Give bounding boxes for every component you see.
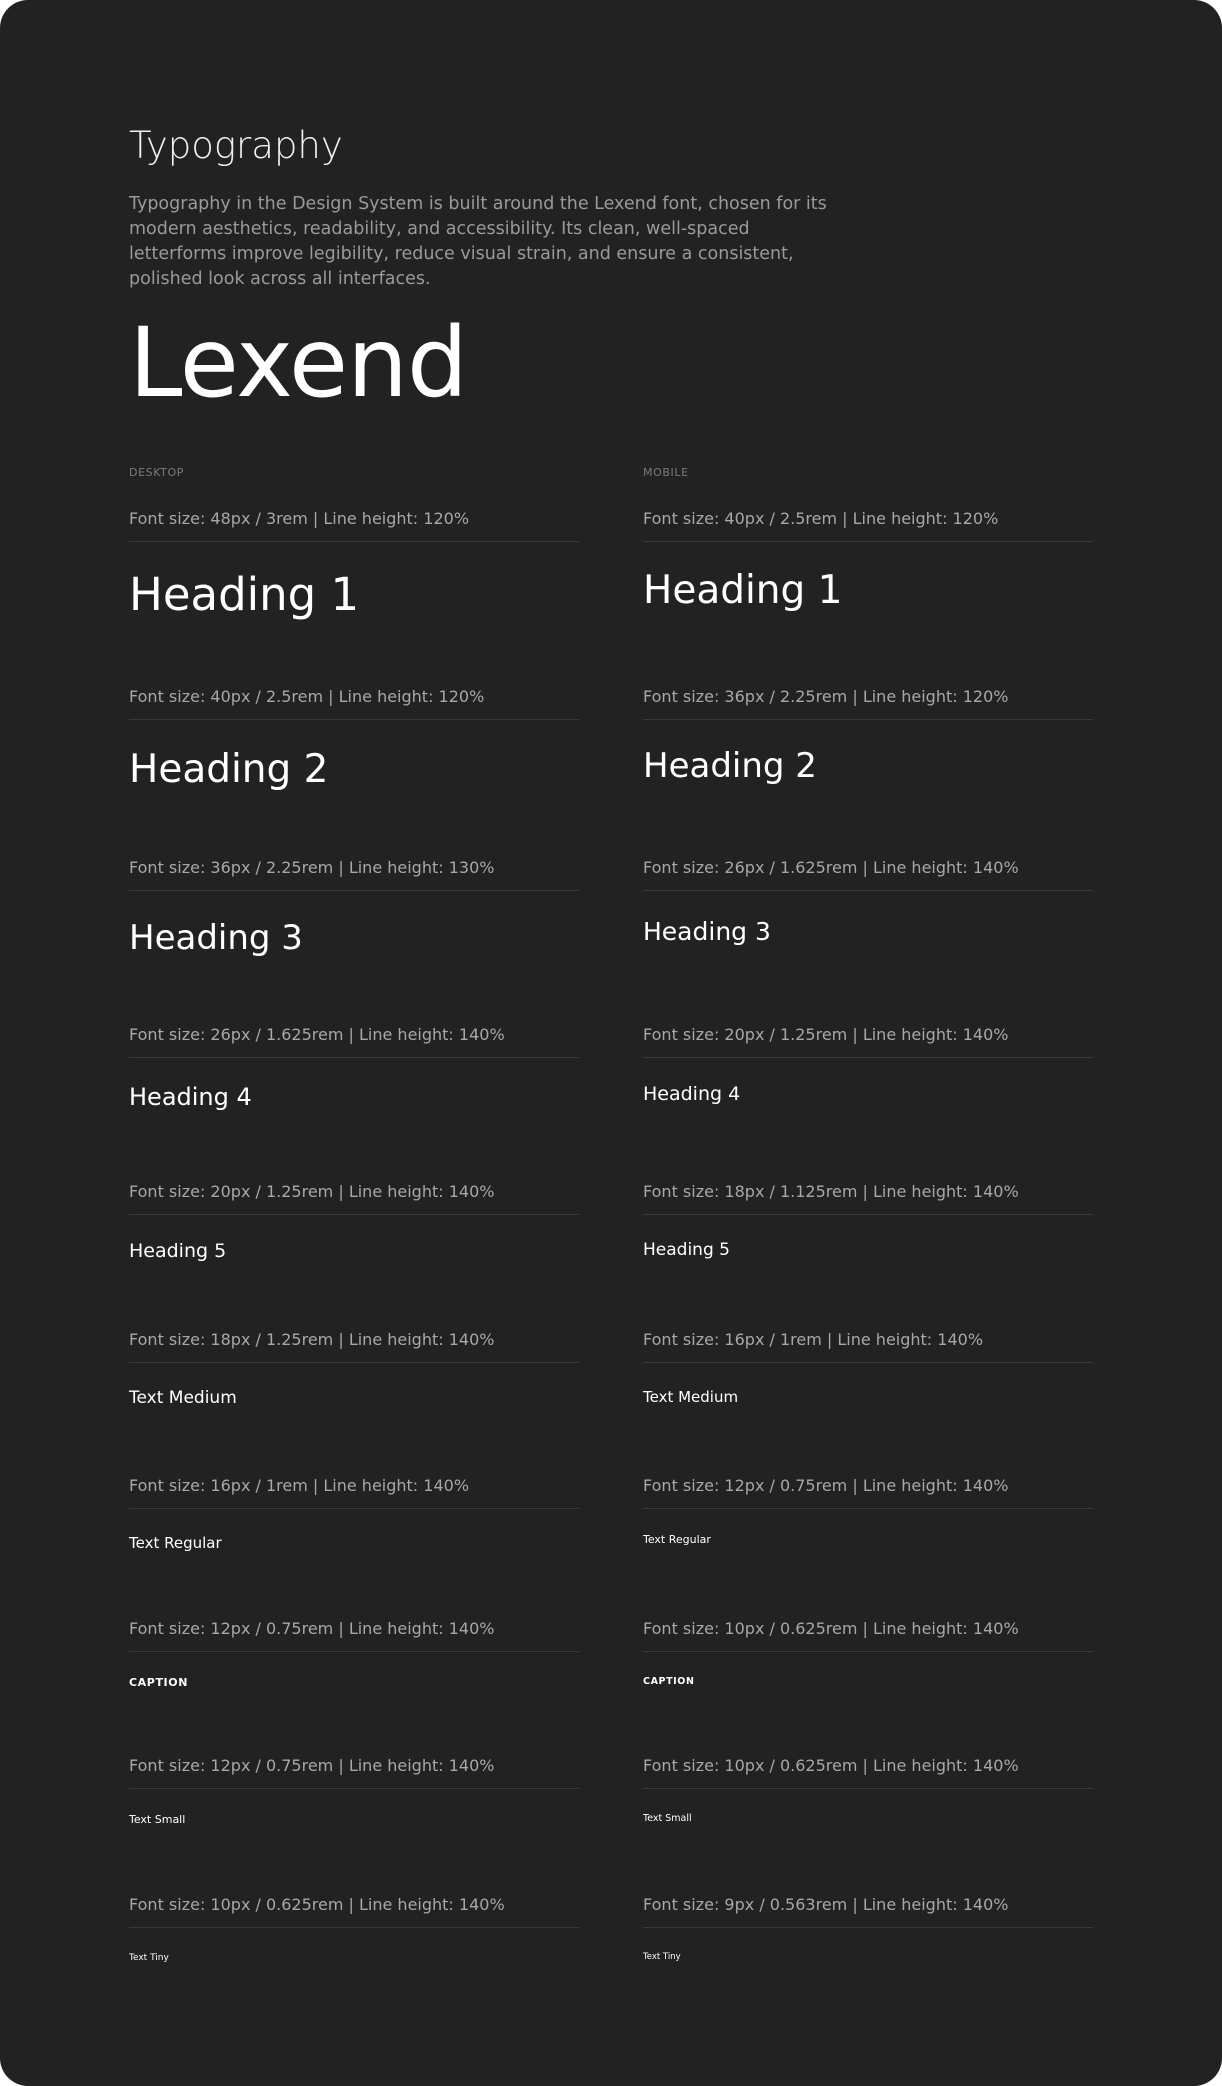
desktop-spec-heading-4: Font size: 26px / 1.625rem | Line height: 140% (129, 1025, 579, 1058)
desktop-sample-caption: CAPTION (129, 1676, 189, 1689)
mobile-sample-text-small: Text Small (643, 1813, 692, 1824)
desktop-sample-text-medium: Text Medium (129, 1388, 237, 1408)
desktop-sample-heading-4: Heading 4 (129, 1083, 252, 1111)
mobile-sample-heading-1: Heading 1 (643, 568, 843, 613)
desktop-sample-heading-1: Heading 1 (129, 568, 360, 621)
desktop-spec-heading-2: Font size: 40px / 2.5rem | Line height: 120% (129, 687, 579, 720)
mobile-sample-heading-5: Heading 5 (643, 1240, 730, 1260)
mobile-spec-heading-5: Font size: 18px / 1.125rem | Line height: 140% (643, 1182, 1093, 1215)
mobile-spec-caption: Font size: 10px / 0.625rem | Line height: 140% (643, 1619, 1093, 1652)
desktop-spec-heading-5: Font size: 20px / 1.25rem | Line height: 140% (129, 1182, 579, 1215)
desktop-spec-text-medium: Font size: 18px / 1.25rem | Line height: 140% (129, 1330, 579, 1363)
desktop-spec-heading-3: Font size: 36px / 2.25rem | Line height: 130% (129, 858, 579, 891)
desktop-sample-text-regular: Text Regular (129, 1534, 222, 1552)
desktop-sample-heading-2: Heading 2 (129, 747, 329, 792)
desktop-sample-heading-3: Heading 3 (129, 918, 303, 958)
mobile-spec-heading-2: Font size: 36px / 2.25rem | Line height: 120% (643, 687, 1093, 720)
mobile-spec-heading-1: Font size: 40px / 2.5rem | Line height: 120% (643, 509, 1093, 542)
mobile-sample-caption: CAPTION (643, 1676, 695, 1687)
page-title: Typography (129, 124, 343, 167)
mobile-sample-heading-4: Heading 4 (643, 1083, 741, 1105)
desktop-spec-caption: Font size: 12px / 0.75rem | Line height: 140% (129, 1619, 579, 1652)
desktop-sample-heading-5: Heading 5 (129, 1240, 227, 1262)
mobile-spec-text-tiny: Font size: 9px / 0.563rem | Line height: 140% (643, 1895, 1093, 1928)
mobile-sample-heading-2: Heading 2 (643, 746, 817, 786)
mobile-sample-text-medium: Text Medium (643, 1388, 739, 1406)
desktop-sample-text-small: Text Small (129, 1813, 186, 1826)
mobile-spec-heading-3: Font size: 26px / 1.625rem | Line height: 140% (643, 858, 1093, 891)
desktop-sample-text-tiny: Text Tiny (129, 1953, 169, 1963)
intro-paragraph: Typography in the Design System is built around the Lexend font, chosen for its modern aesthetics, readability, and accessibility. Its clean, well-spaced letterforms improve legibility, reduce visual strain, and ensure a consistent, polished look across all interfaces. (129, 194, 827, 289)
desktop-spec-heading-1: Font size: 48px / 3rem | Line height: 120% (129, 509, 579, 542)
font-name-display: Lexend (129, 307, 467, 419)
mobile-spec-text-medium: Font size: 16px / 1rem | Line height: 140% (643, 1330, 1093, 1363)
desktop-spec-text-small: Font size: 12px / 0.75rem | Line height: 140% (129, 1756, 579, 1789)
mobile-sample-text-tiny: Text Tiny (643, 1952, 681, 1962)
desktop-spec-text-regular: Font size: 16px / 1rem | Line height: 140% (129, 1476, 579, 1509)
mobile-spec-text-small: Font size: 10px / 0.625rem | Line height: 140% (643, 1756, 1093, 1789)
mobile-sample-text-regular: Text Regular (643, 1533, 711, 1546)
desktop-column-label: DESKTOP (129, 466, 184, 479)
mobile-sample-heading-3: Heading 3 (643, 917, 771, 946)
mobile-column-label: MOBILE (643, 466, 689, 479)
mobile-spec-heading-4: Font size: 20px / 1.25rem | Line height: 140% (643, 1025, 1093, 1058)
desktop-spec-text-tiny: Font size: 10px / 0.625rem | Line height: 140% (129, 1895, 579, 1928)
mobile-spec-text-regular: Font size: 12px / 0.75rem | Line height: 140% (643, 1476, 1093, 1509)
